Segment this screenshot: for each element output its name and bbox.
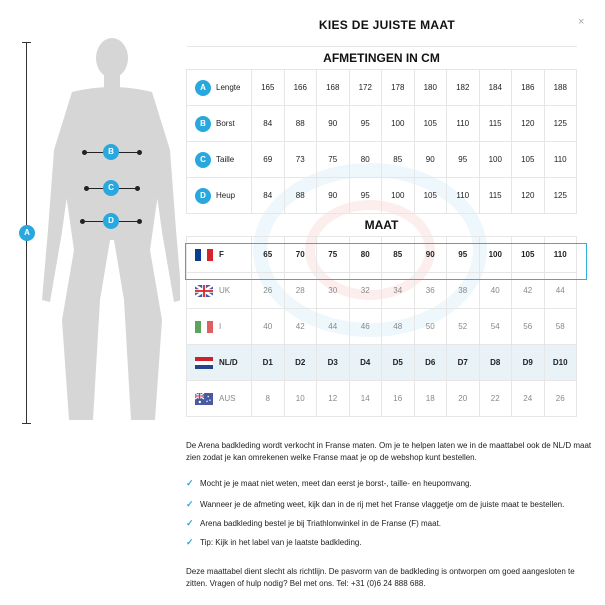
table-cell: 70 xyxy=(284,237,317,273)
table-cell: 85 xyxy=(382,142,415,178)
table-cell: 58 xyxy=(544,309,577,345)
table-cell: D8 xyxy=(479,345,512,381)
table-cell: D3 xyxy=(317,345,350,381)
table-cell: 165 xyxy=(252,70,285,106)
table-cell: 100 xyxy=(382,178,415,214)
france-row-highlight xyxy=(185,243,587,280)
check-icon: ✓ xyxy=(186,537,194,547)
table-cell: D6 xyxy=(414,345,447,381)
table-cell: 95 xyxy=(349,106,382,142)
table-cell: 16 xyxy=(382,381,415,417)
table-cell: 22 xyxy=(479,381,512,417)
table-cell: 90 xyxy=(414,237,447,273)
table-row xyxy=(187,142,577,178)
table-cell: 80 xyxy=(349,142,382,178)
table-cell: 48 xyxy=(382,309,415,345)
table-cell: 8 xyxy=(252,381,285,417)
tip-text: Tip: Kijk in het label van je laatste badkleding. xyxy=(200,538,362,547)
row-label-text: UK xyxy=(219,285,231,295)
table-cell: 184 xyxy=(479,70,512,106)
flag-uk-icon xyxy=(195,285,213,297)
check-icon: ✓ xyxy=(186,478,194,488)
table-cell: 73 xyxy=(284,142,317,178)
table-cell: 115 xyxy=(479,178,512,214)
close-icon[interactable]: × xyxy=(578,16,585,28)
table-row xyxy=(187,70,577,106)
table-cell: 88 xyxy=(284,178,317,214)
table-cell: 88 xyxy=(284,106,317,142)
marker-b-icon: B xyxy=(103,144,119,160)
flag-italy-icon xyxy=(195,321,213,333)
letter-a-icon: A xyxy=(195,80,211,96)
footer-text: Deze maattabel dient slecht als richtlijn. De pasvorm van de badkleding is ontworpen om goed aangesloten te zitten. Vragen of hulp nodig? Bel met ons. Tel: +31 (0)6 24 888 688. xyxy=(186,567,575,588)
table-cell: 105 xyxy=(512,142,545,178)
table-cell: 20 xyxy=(447,381,480,417)
body-figure xyxy=(0,0,180,440)
table-cell: 188 xyxy=(544,70,577,106)
section-title: AFMETINGEN IN CM xyxy=(187,47,577,70)
table-cell: D7 xyxy=(447,345,480,381)
tip-item xyxy=(186,537,596,548)
table-cell: 75 xyxy=(317,142,350,178)
table-row-italy xyxy=(187,309,577,345)
table-cell: 84 xyxy=(252,178,285,214)
tip-item xyxy=(186,478,596,489)
table-cell: 110 xyxy=(447,178,480,214)
row-label-text: F xyxy=(219,249,224,259)
marker-d-icon: D xyxy=(103,213,119,229)
flag-australia-icon xyxy=(195,393,213,405)
tip-item xyxy=(186,499,596,510)
row-label xyxy=(187,106,252,142)
table-cell: 24 xyxy=(512,381,545,417)
table-cell: 182 xyxy=(447,70,480,106)
check-icon: ✓ xyxy=(186,518,194,528)
row-label-text: AUS xyxy=(219,393,236,403)
table-cell: 105 xyxy=(414,106,447,142)
table-cell: 52 xyxy=(447,309,480,345)
table-cell: 90 xyxy=(317,106,350,142)
table-cell: 65 xyxy=(252,237,285,273)
table-cell: 110 xyxy=(544,142,577,178)
table-cell: 44 xyxy=(544,273,577,309)
table-cell: 26 xyxy=(252,273,285,309)
size-table xyxy=(186,46,577,417)
table-cell: 54 xyxy=(479,309,512,345)
letter-c-icon: C xyxy=(195,152,211,168)
table-cell: 172 xyxy=(349,70,382,106)
table-cell: 40 xyxy=(479,273,512,309)
table-cell: 36 xyxy=(414,273,447,309)
table-cell: 46 xyxy=(349,309,382,345)
table-cell: 30 xyxy=(317,273,350,309)
table-cell: 100 xyxy=(479,237,512,273)
table-cell: 75 xyxy=(317,237,350,273)
table-cell: 120 xyxy=(512,178,545,214)
marker-a-icon: A xyxy=(19,225,35,241)
letter-d-icon: D xyxy=(195,188,211,204)
table-cell: 56 xyxy=(512,309,545,345)
table-cell: 42 xyxy=(512,273,545,309)
tip-text: Wanneer je de afmeting weet, kijk dan in de rij met het Franse vlaggetje om de juiste maat te bestellen. xyxy=(200,500,565,509)
table-cell: 178 xyxy=(382,70,415,106)
table-cell: 12 xyxy=(317,381,350,417)
table-cell: 115 xyxy=(479,106,512,142)
table-cell: 14 xyxy=(349,381,382,417)
row-label xyxy=(187,178,252,214)
table-cell: 120 xyxy=(512,106,545,142)
silhouette-image xyxy=(0,0,180,440)
table-cell: 85 xyxy=(382,237,415,273)
table-cell: 90 xyxy=(414,142,447,178)
row-label xyxy=(187,381,252,417)
table-cell: D4 xyxy=(349,345,382,381)
row-label-text: Lengte xyxy=(216,82,241,92)
row-label-text: Borst xyxy=(216,118,235,128)
table-cell: 186 xyxy=(512,70,545,106)
row-label xyxy=(187,345,252,381)
table-cell: 100 xyxy=(382,106,415,142)
table-cell: 80 xyxy=(349,237,382,273)
table-cell: 95 xyxy=(447,237,480,273)
table-cell: 110 xyxy=(447,106,480,142)
row-label-text: I xyxy=(219,321,222,331)
section-title: MAAT xyxy=(187,214,577,237)
tip-item xyxy=(186,518,596,529)
intro-text: De Arena badkleding wordt verkocht in Franse maten. Om je te helpen laten we in de maattabel ook de NL/D maat zien zodat je kan omrekenen welke Franse maat je op de webshop kunt bestellen. xyxy=(186,441,592,462)
row-label xyxy=(187,309,252,345)
table-row xyxy=(187,178,577,214)
table-cell: 44 xyxy=(317,309,350,345)
height-arrow-bottom xyxy=(22,423,31,424)
table-cell: D10 xyxy=(544,345,577,381)
row-label-text: Taille xyxy=(216,154,235,164)
tip-text: Mocht je je maat niet weten, meet dan eerst je borst-, taille- en heupomvang. xyxy=(200,479,472,488)
table-cell: 84 xyxy=(252,106,285,142)
table-cell: D1 xyxy=(252,345,285,381)
table-cell: 34 xyxy=(382,273,415,309)
table-cell: D2 xyxy=(284,345,317,381)
table-row-netherlands xyxy=(187,345,577,381)
height-arrow-top xyxy=(22,42,31,43)
table-cell: 69 xyxy=(252,142,285,178)
row-label xyxy=(187,142,252,178)
marker-c-icon: C xyxy=(103,180,119,196)
check-icon: ✓ xyxy=(186,499,194,509)
table-cell: 100 xyxy=(479,142,512,178)
section-header-sizes xyxy=(187,214,577,237)
table-row xyxy=(187,106,577,142)
table-cell: 40 xyxy=(252,309,285,345)
table-cell: 18 xyxy=(414,381,447,417)
row-label-text: NL/D xyxy=(219,357,238,367)
table-cell: 125 xyxy=(544,178,577,214)
table-cell: 166 xyxy=(284,70,317,106)
table-cell: 168 xyxy=(317,70,350,106)
table-cell: 110 xyxy=(544,237,577,273)
table-cell: D5 xyxy=(382,345,415,381)
table-cell: 95 xyxy=(447,142,480,178)
table-cell: 105 xyxy=(414,178,447,214)
table-cell: 10 xyxy=(284,381,317,417)
page-title: KIES DE JUISTE MAAT xyxy=(318,18,456,32)
table-row-australia xyxy=(187,381,577,417)
table-cell: 180 xyxy=(414,70,447,106)
table-cell: 38 xyxy=(447,273,480,309)
table-cell: 26 xyxy=(544,381,577,417)
section-header-measurements xyxy=(187,47,577,70)
flag-netherlands-icon xyxy=(195,357,213,369)
row-label xyxy=(187,70,252,106)
table-cell: 125 xyxy=(544,106,577,142)
table-cell: 95 xyxy=(349,178,382,214)
table-cell: 90 xyxy=(317,178,350,214)
table-cell: 32 xyxy=(349,273,382,309)
letter-b-icon: B xyxy=(195,116,211,132)
tip-text: Arena badkleding bestel je bij Triathlonwinkel in de Franse (F) maat. xyxy=(200,519,442,528)
table-cell: 50 xyxy=(414,309,447,345)
table-cell: 28 xyxy=(284,273,317,309)
row-label-text: Heup xyxy=(216,190,236,200)
table-cell: 105 xyxy=(512,237,545,273)
table-cell: 42 xyxy=(284,309,317,345)
table-cell: D9 xyxy=(512,345,545,381)
